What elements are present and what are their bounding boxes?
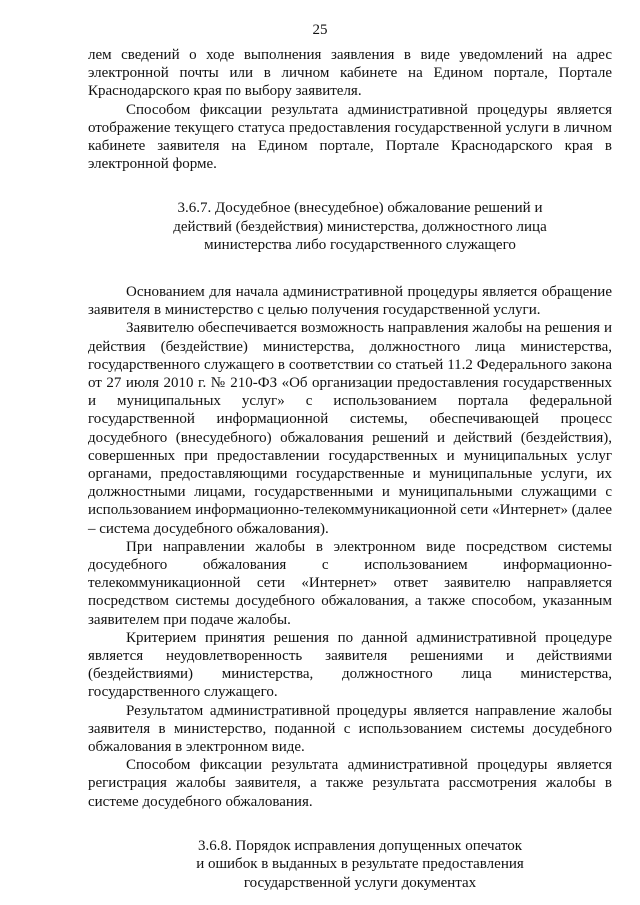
section-heading-3-6-7 [148,199,572,255]
paragraph-decision-criterion: Критерием принятия решения по данной административной процедуре является неудовлетворенность заявителя решениями и действиями (бездействиями) министерства, должностного лица министерства, государственного служащего. [88,629,612,701]
document-body [88,46,612,892]
heading-line: действий (бездействия) министерства, должностного лица [173,218,547,235]
section-heading-3-6-8 [148,837,572,893]
heading-line: 3.6.7. Досудебное (внесудебное) обжалование решений и [177,200,543,217]
paragraph-basis: Основанием для начала административной процедуры является обращение заявителя в министерство с целью получения государственной услуги. [88,283,612,319]
paragraph-electronic-complaint: При направлении жалобы в электронном виде посредством системы досудебного обжалования с использованием информационно-телекоммуникационной сети «Интернет» ответ заявителю направляется посредством системы досудебного обжалования, а также способом, указанным заявителем при подаче жалобы. [88,538,612,628]
paragraph-result-fixation: Способом фиксации результата административной процедуры является регистрация жалобы заявителя, а также результата рассмотрения жалобы в системе досудебного обжалования. [88,757,612,810]
paragraph-continuation: лем сведений о ходе выполнения заявления в виде уведомлений на адрес электронной почты или в личном кабинете на Едином портале, Портале Краснодарского края по выбору заявителя. [88,47,612,100]
heading-line: 3.6.8. Порядок исправления допущенных опечаток [197,837,523,854]
paragraph-procedure-result: Результатом административной процедуры является направление жалобы заявителя в министерство, поданной с использованием системы досудебного обжалования в электронном виде. [88,702,612,755]
page-number: 25 [312,22,328,38]
heading-line: государственной услуги документах [243,874,477,891]
heading-line: министерства либо государственного служащего [204,237,516,254]
paragraph-fixation-method: Способом фиксации результата административной процедуры является отображение текущего статуса предоставления государственной услуги в личном кабинете заявителя на Едином портале, Портале Краснодарского края в электронной форме. [88,101,612,173]
paragraph-complaint-right: Заявителю обеспечивается возможность направления жалобы на решения и действия (бездействие) министерства, должностного лица министерства, государственного служащего в соответствии со статьей 11.2 Федерального закона от 27 июля 2010 г. № 210-ФЗ «Об организации предоставления государственных и муниципальных услуг» с использованием портала федеральной государственной информационной системы, обеспечивающей процесс досудебного (внесудебного) обжалования решений и действий (бездействия), совершенных при предоставлении государственных и муниципальных услуг органами, предоставляющими государственные и муниципальные услуги, их должностными лицами, государственными и муниципальными служащими с использованием информационно-телекоммуникационной сети «Интернет» (далее – система досудебного обжалования). [88,320,612,537]
heading-line: и ошибок в выданных в результате предоставления [196,856,524,873]
